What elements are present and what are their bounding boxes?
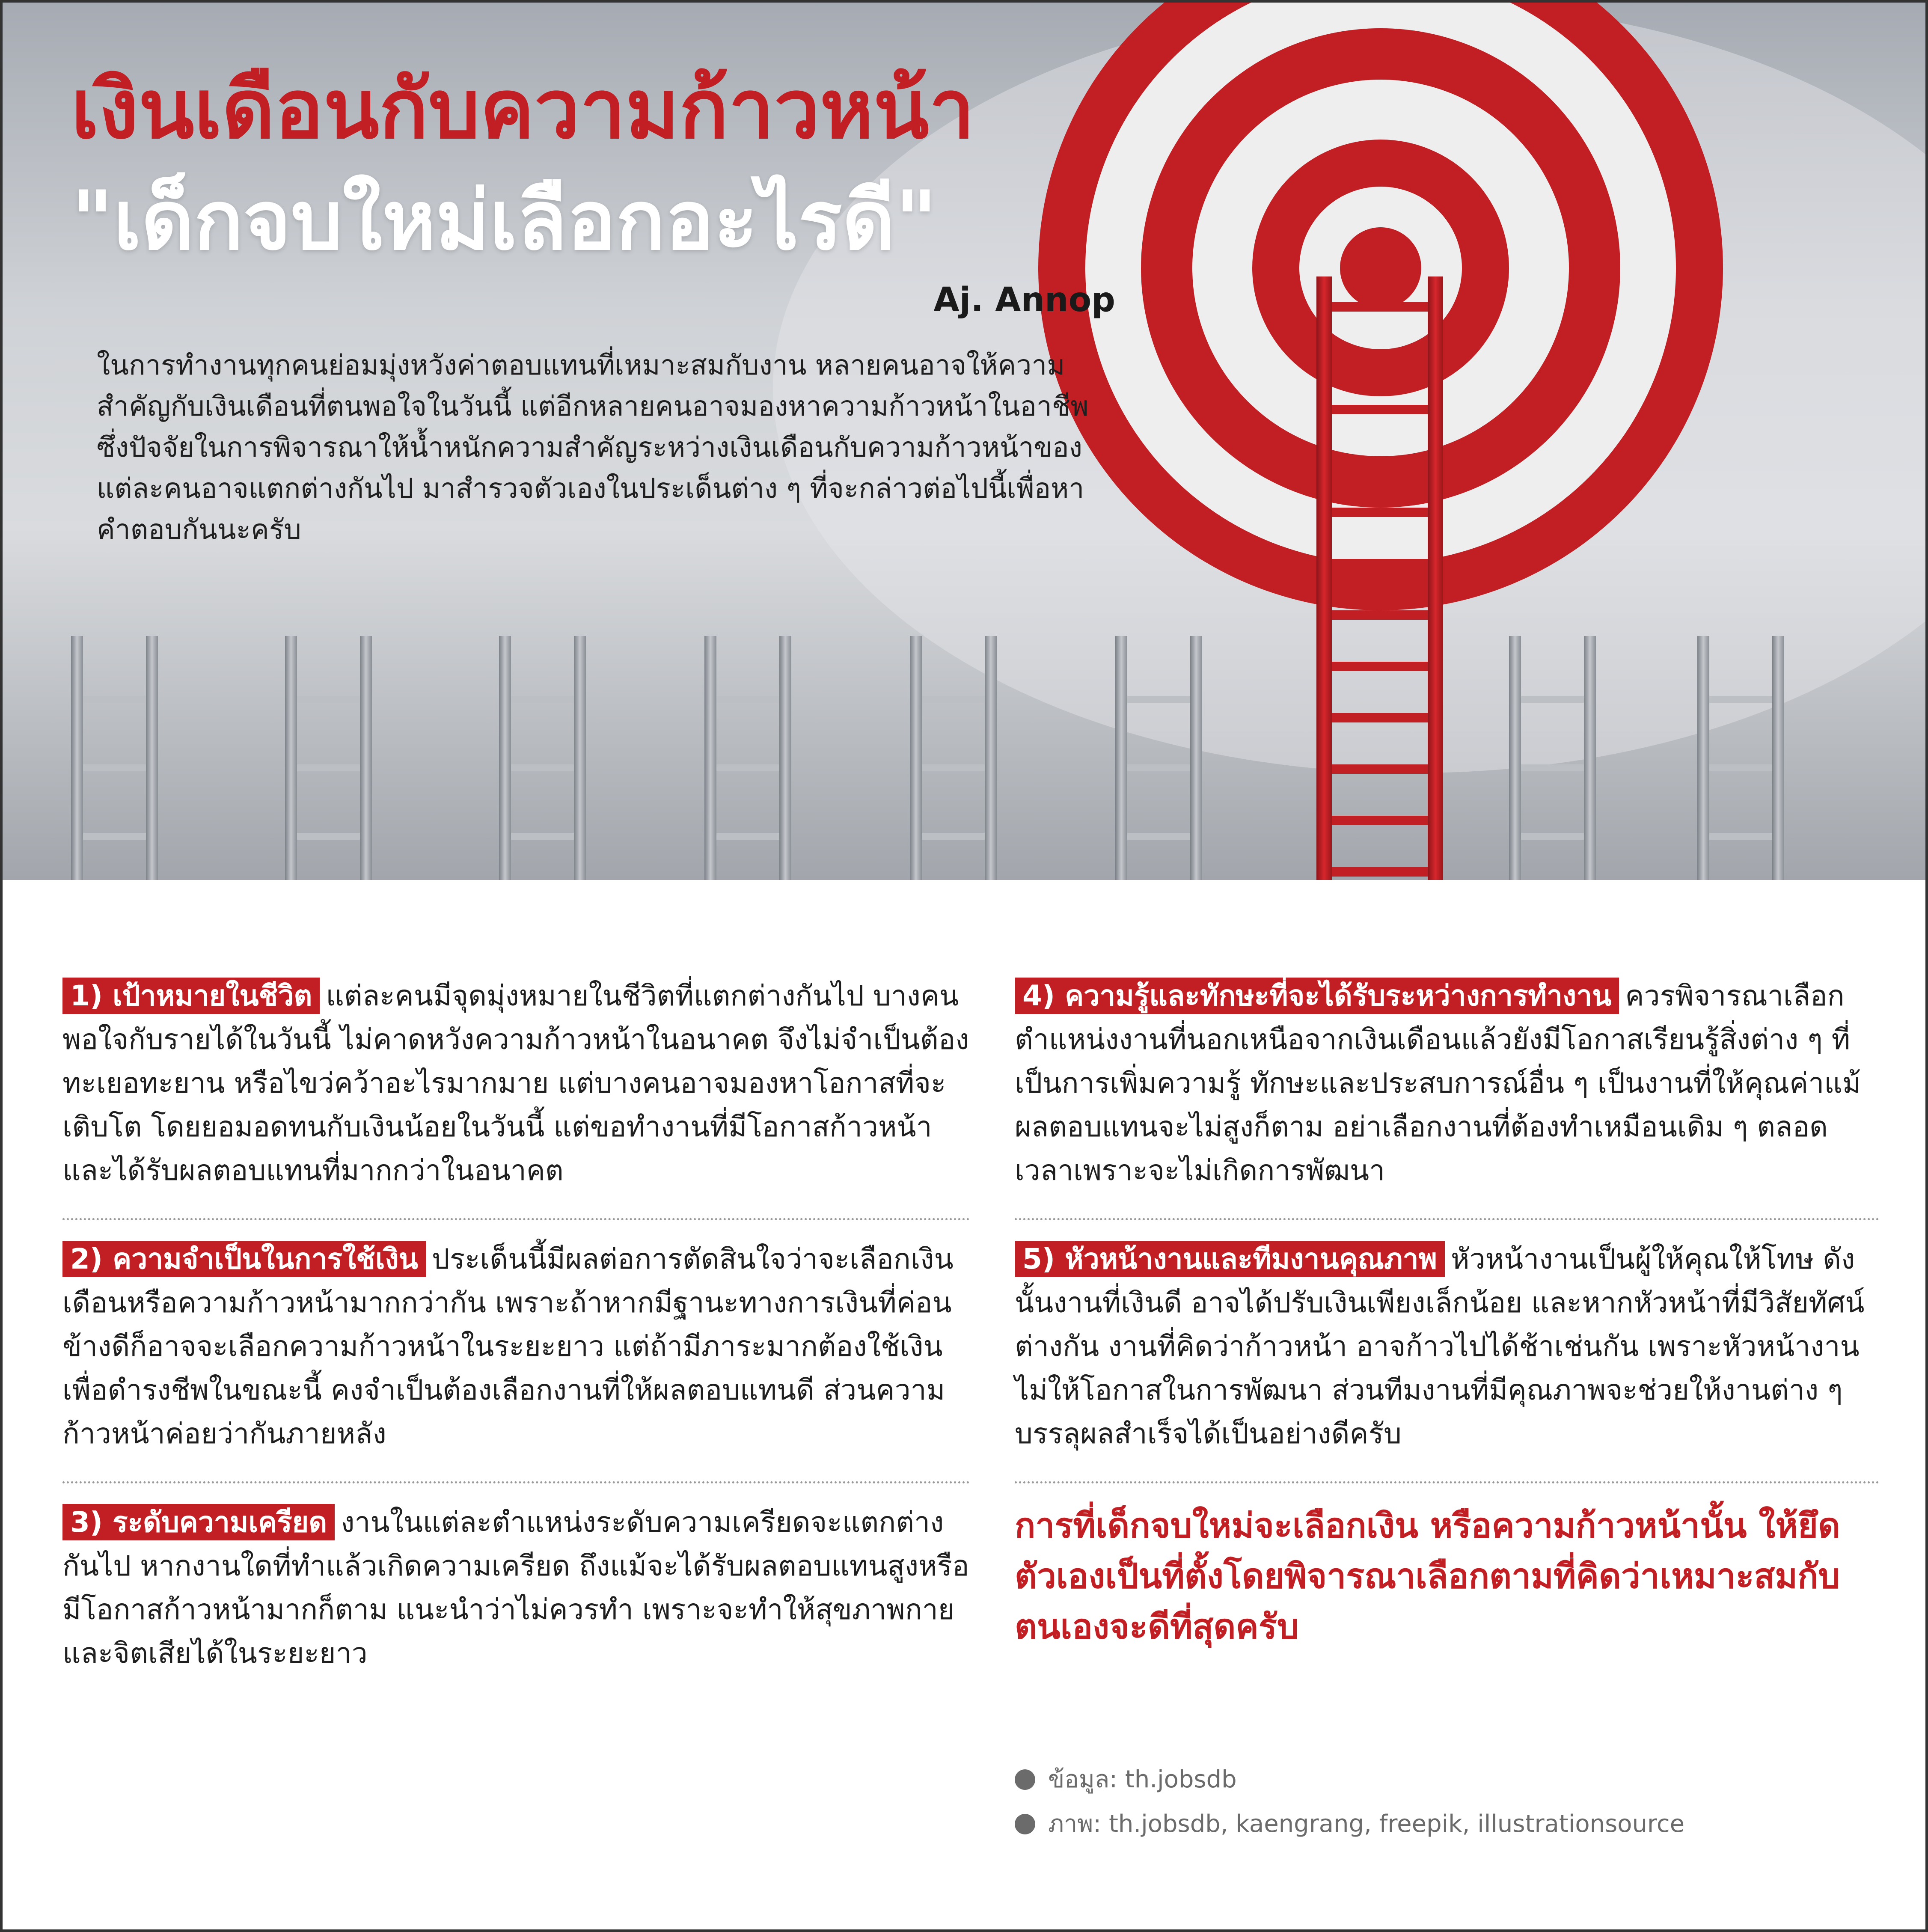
- section-3-text: งานในแต่ละตำแหน่งระดับความเครียดจะแตกต่างกันไป หากงานใดที่ทำแล้วเกิดความเครียด ถึงแม้จะได้รับผลตอบแทนสูงหรือมีโอกาสก้าวหน้ามากก็ตาม แนะนำว่าไม่ควรทำ เพราะจะทำให้สุขภาพกายและจิตเสียได้ในระยะยาว: [62, 1506, 969, 1670]
- section-2: [62, 1237, 970, 1473]
- credits: [1015, 1757, 1879, 1846]
- divider: [62, 1481, 970, 1483]
- section-4: [1015, 974, 1879, 1210]
- section-4-text: ควรพิจารณาเลือกตำแหน่งงานที่นอกเหนือจากเงินเดือนแล้วยังมีโอกาสเรียนรู้สิ่งต่าง ๆ ที่เป็นการเพิ่มความรู้ ทักษะและประสบการณ์อื่น ๆ เป็นงานที่ให้คุณค่าแม้ผลตอบแทนจะไม่สูงก็ตาม อย่าเลือกงานที่ต้องทำเหมือนเดิม ๆ ตลอดเวลาเพราะจะไม่เกิดการพัฒนา: [1015, 979, 1861, 1187]
- section-3-label: 3) ระดับความเครียด: [62, 1504, 335, 1540]
- author-name: Aj. Annop: [933, 281, 1115, 319]
- right-column: [1015, 974, 1879, 1652]
- divider: [1015, 1218, 1879, 1220]
- section-5-label: 5) หัวหน้างานและทีมงานคุณภาพ: [1015, 1241, 1445, 1277]
- section-1-label: 1) เป้าหมายในชีวิต: [62, 978, 320, 1014]
- conclusion-text: การที่เด็กจบใหม่จะเลือกเงิน หรือความก้าวหน้านั้น ให้ยึดตัวเองเป็นที่ตั้งโดยพิจารณาเลือกตามที่คิดว่าเหมาะสมกับตนเองจะดีที่สุดครับ: [1015, 1506, 1840, 1647]
- divider: [1015, 1481, 1879, 1483]
- section-1-text: แต่ละคนมีจุดมุ่งหมายในชีวิตที่แตกต่างกันไป บางคนพอใจกับรายได้ในวันนี้ ไม่คาดหวังความก้าวหน้าในอนาคต จึงไม่จำเป็นต้องทะเยอทะยาน หรือไขว่คว้าอะไรมากมาย แต่บางคนอาจมองหาโอกาสที่จะเติบโต โดยยอมอดทนกับเงินน้อยในวันนี้ แต่ขอทำงานที่มีโอกาสก้าวหน้าและได้รับผลตอบแทนที่มากกว่าในอนาคต: [62, 979, 969, 1187]
- bullet-icon: [1015, 1814, 1035, 1834]
- section-2-text: ประเด็นนี้มีผลต่อการตัดสินใจว่าจะเลือกเงินเดือนหรือความก้าวหน้ามากกว่ากัน เพราะถ้าหากมีฐานะทางการเงินที่ค่อนข้างดีก็อาจจะเลือกความก้าวหน้าในระยะยาว แต่ถ้ามีภาระมากต้องใช้เงินเพื่อดำรงชีพในขณะนี้ คงจำเป็นต้องเลือกงานที่ให้ผลตอบแทนดี ส่วนความก้าวหน้าค่อยว่ากันภายหลัง: [62, 1242, 954, 1450]
- bullet-icon: [1015, 1769, 1035, 1790]
- divider: [62, 1218, 970, 1220]
- intro-paragraph: ในการทำงานทุกคนย่อมมุ่งหวังค่าตอบแทนที่เหมาะสมกับงาน หลายคนอาจให้ความสำคัญกับเงินเดือนที่ตนพอใจในวันนี้ แต่อีกหลายคนอาจมองหาความก้าวหน้าในอาชีพ ซึ่งปัจจัยในการพิจารณาให้น้ำหนักความสำคัญระหว่างเงินเดือนกับความก้าวหน้าของแต่ละคนอาจแตกต่างกันไป มาสำรวจตัวเองในประเด็นต่าง ๆ ที่จะกล่าวต่อไปนี้เพื่อหาคำตอบกันนะครับ: [97, 350, 1089, 546]
- section-5: [1015, 1237, 1879, 1473]
- section-5-text: หัวหน้างานเป็นผู้ให้คุณให้โทษ ดังนั้นงานที่เงินดี อาจได้ปรับเงินเพียงเล็กน้อย และหากหัวหน้าที่มีวิสัยทัศน์ต่างกัน งานที่คิดว่าก้าวหน้า อาจก้าวไปได้ช้าเช่นกัน เพราะหัวหน้างานไม่ให้โอกาสในการพัฒนา ส่วนทีมงานที่มีคุณภาพจะช่วยให้งานต่าง ๆ บรรลุผลสำเร็จได้เป็นอย่างดีครับ: [1015, 1242, 1865, 1450]
- credit-images-text: ภาพ: th.jobsdb, kaengrang, freepik, illustrationsource: [1048, 1810, 1685, 1838]
- credit-source: [1015, 1757, 1879, 1802]
- section-2-label: 2) ความจำเป็นในการใช้เงิน: [62, 1241, 426, 1277]
- credit-source-text: ข้อมูล: th.jobsdb: [1048, 1766, 1237, 1793]
- credit-images: [1015, 1802, 1879, 1846]
- section-3: [62, 1501, 970, 1692]
- hero-banner: [3, 3, 1925, 880]
- title-line-1: เงินเดือนกับความก้าวหน้า: [71, 62, 975, 157]
- page-title: [71, 54, 1184, 276]
- left-column: [62, 974, 970, 1692]
- section-1: [62, 974, 970, 1210]
- section-4-label: 4) ความรู้และทักษะที่จะได้รับระหว่างการทำงาน: [1015, 978, 1619, 1014]
- title-line-2: "เด็กจบใหม่เลือกอะไรดี": [71, 173, 938, 268]
